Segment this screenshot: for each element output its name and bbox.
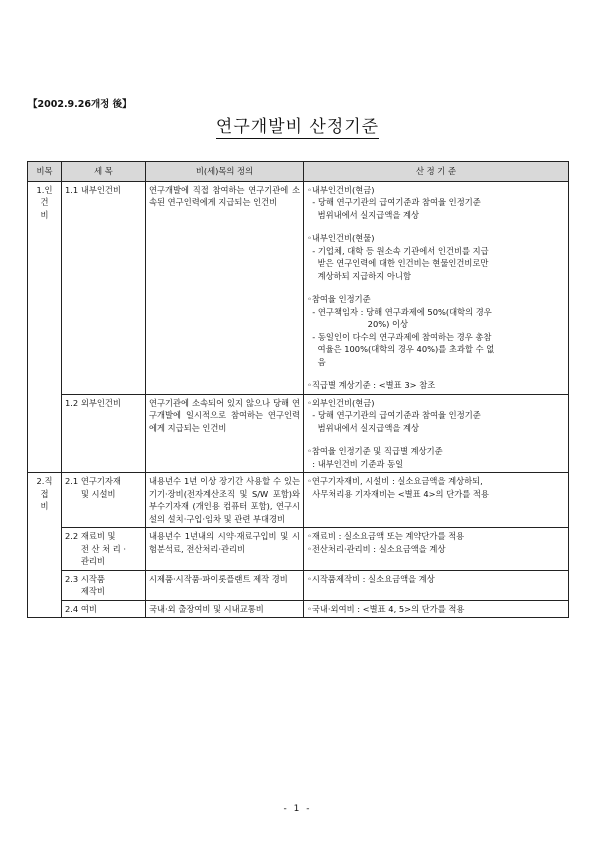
criteria-line: ◦외부인건비(현금) [307, 397, 375, 408]
criteria-line [307, 221, 565, 232]
criteria-line: ◦참여율 인정기준 [307, 294, 371, 304]
criteria-line: 받은 연구인력에 대한 인건비는 현물인건비로만 [307, 258, 489, 268]
subcategory-cell: 2.3 시작품 제작비 [62, 570, 146, 600]
criteria-line: 음 [307, 356, 326, 367]
definition-cell: 연구개발에 직접 참여하는 연구기관에 소속된 연구인력에게 지급되는 인건비 [146, 181, 304, 394]
criteria-cell [304, 528, 569, 571]
subcategory-cell: 2.2 재료비 및 전 산 처 리 · 관리비 [62, 528, 146, 571]
table-body [28, 181, 569, 618]
criteria-line [307, 434, 565, 445]
criteria-line: 여율은 100%(대학의 경우 40%)를 초과할 수 없 [307, 344, 495, 354]
definition-cell: 국내·외 출장여비 및 시내교통비 [146, 600, 304, 618]
criteria-cell [304, 394, 569, 473]
category-cell: 1.인 건 비 [28, 181, 62, 473]
definition-cell: 연구기관에 소속되어 있지 않으나 당해 연구개발에 일시적으로 참여하는 연구인력에게 지급되는 인건비 [146, 394, 304, 473]
table-row [28, 473, 569, 528]
cost-criteria-table [27, 161, 569, 618]
document-title-text: 연구개발비 산정기준 [215, 117, 380, 137]
document-title [0, 112, 595, 137]
table-header-row [28, 162, 569, 182]
criteria-line: : 내부인건비 기준과 동일 [307, 458, 404, 469]
category-cell: 2.직 접 비 [28, 473, 62, 618]
criteria-line: ◦국내·외여비 : <별표 4, 5>의 단가를 적용 [307, 603, 465, 614]
criteria-line: 범위내에서 실지급액을 계상 [307, 422, 420, 433]
criteria-cell [304, 473, 569, 528]
revision-note: 【2002.9.26개정 後】 [28, 99, 132, 110]
criteria-cell [304, 570, 569, 600]
definition-cell: 시제품·시작품·파이롯플랜트 제작 경비 [146, 570, 304, 600]
subcategory-cell: 2.4 여비 [62, 600, 146, 618]
criteria-line: - 당해 연구기관의 급여기준과 참여율 인정기준 [307, 410, 481, 420]
subcategory-cell: 1.1 내부인건비 [62, 181, 146, 394]
definition-cell: 내용년수 1년 이상 장기간 사용할 수 있는 기기·장비(전자계산조직 및 S/W 포함)와 부수기자재 (개인용 컴퓨터 포함), 연구시설의 설치·구입·임차 및 관련 부대경비 [146, 473, 304, 528]
table-row [28, 528, 569, 571]
criteria-cell [304, 181, 569, 394]
criteria-line: 범위내에서 실지급액을 계상 [307, 209, 420, 220]
table-row [28, 394, 569, 473]
page-number: - 1 - [283, 804, 312, 814]
criteria-line: ◦내부인건비(현금) [307, 184, 375, 195]
header-definition: 비(세)목의 정의 [146, 162, 304, 182]
definition-cell: 내용년수 1년내의 시약·재료구입비 및 시험분석료, 전산처리·관리비 [146, 528, 304, 571]
criteria-line: 계상하되 지급하지 아니함 [307, 270, 412, 281]
criteria-line: ◦전산처리·관리비 : 실소요금액을 계상 [307, 543, 446, 554]
table-row [28, 181, 569, 394]
header-category: 비목 [28, 162, 62, 182]
criteria-line: 20%) 이상 [307, 319, 409, 329]
header-criteria: 산 정 기 준 [304, 162, 569, 182]
subcategory-cell: 1.2 외부인건비 [62, 394, 146, 473]
criteria-line: ◦연구기자재비, 시설비 : 실소요금액을 계상하되, [307, 476, 483, 486]
criteria-line: - 당해 연구기관의 급여기준과 참여율 인정기준 [307, 197, 481, 207]
criteria-line: ◦재료비 : 실소요금액 또는 계약단가를 적용 [307, 531, 465, 541]
criteria-line: ◦참여율 인정기준 및 직급별 계상기준 [307, 446, 443, 456]
criteria-line [307, 368, 565, 379]
criteria-line: ◦시작품제작비 : 실소요금액을 계상 [307, 573, 435, 584]
criteria-line: - 기업체, 대학 등 원소속 기관에서 인건비를 지급 [307, 245, 489, 256]
criteria-line: ◦내부인건비(현물) [307, 233, 375, 243]
criteria-cell [304, 600, 569, 618]
table-row [28, 600, 569, 618]
criteria-line: - 연구책임자 : 당해 연구과제에 50%(대학의 경우 [307, 306, 492, 317]
header-subcategory: 세 목 [62, 162, 146, 182]
table-row [28, 570, 569, 600]
criteria-line: 사무처리용 기자재비는 <별표 4>의 단가를 적용 [307, 488, 489, 499]
criteria-line: - 동일인이 다수의 연구과제에 참여하는 경우 총참 [307, 331, 492, 342]
criteria-line: ◦직급별 계상기준 : <별표 3> 참조 [307, 380, 436, 390]
subcategory-cell: 2.1 연구기자재 및 시설비 [62, 473, 146, 528]
criteria-line [307, 282, 565, 293]
